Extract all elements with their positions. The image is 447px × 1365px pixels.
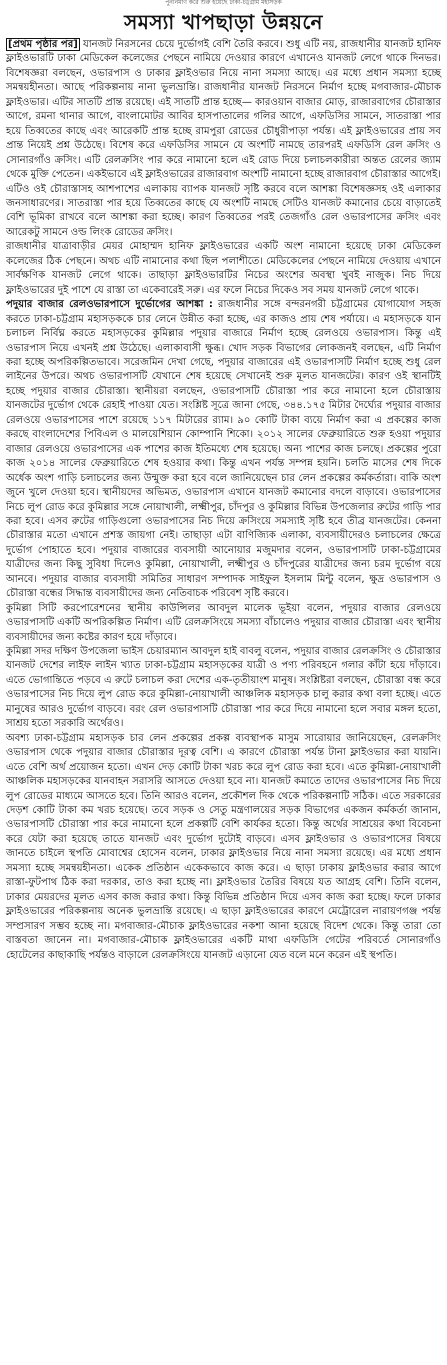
article-paragraph-4	[6, 602, 441, 645]
paragraph-text: অবশ্য ঢাকা-চট্টগ্রাম মহাসড়ক চার লেন প্রকল্পের প্রকল্প ব্যবস্থাপক মাসুম সারোয়ার জানিয়েছেন, রেলক্রসিং ওভারপাস থেকে পদুয়ার বাজার চৌরাস্তার দূরত্ব বেশি। এ কারণে চৌরাস্তা পর্যন্ত টানা ফ্লাইওভার করা যায়নি। এতে বেশি অর্থ প্রয়োজন হতো। এখন দেড় কোটি টাকা খরচ করে লুপ রোড করা হবে। এতে কুমিল্লা-নোয়াখালী আঞ্চলিক মহাসড়কের যানবাহন সরাসরি আসতে দেওয়া হবে না। যানজট কমাতে তাদের ওভারপাসের নিচ দিয়ে লুপ রোডের মাধ্যমে আসতে হবে। তিনি আরও বলেন, প্রকৌশল দিক থেকে পরিকল্পনাটি সঠিক। এতে সরকারের দেড়শ কোটি টাকা কম খরচ হয়েছে। তবে সড়ক ও সেতু মন্ত্রণালয়ের সড়ক বিভাগের একজন কর্মকর্তা জানান, ওভারপাসটি চৌরাস্তা পার করে নামানো হলে প্রকল্পটি বেশি কার্যকর হতো। কিন্তু অর্থের সাশ্রয়ের কথা বিবেচনা করে যেটা করা হয়েছে তাতে যানজট এবং দুর্ভোগ দুটোই বাড়বে। এসব ফ্লাইওভার ও ওভারপাসের বিষয়ে জানতে চাইলে স্থপতি মোবাশ্বের হোসেন বলেন, ঢাকার ফ্লাইওভার নিয়ে নানা সমস্যা রয়েছে। এর মধ্যে প্রধান সমস্যা হচ্ছে সমন্বয়হীনতা। একেক প্রতিষ্ঠান একেকভাবে কাজ করে। এ ছাড়া ঢাকায় ফ্লাইওভার করার আগে রাস্তা-ফুটপাথ ঠিক করা দরকার, তাও করা হচ্ছে না। ফ্লাইওভার তৈরির বিষয়ে যত আগ্রহ বেশি। তিনি বলেন, ঢাকার মেয়রদের মূলত এসব কাজ করার কথা। কিন্তু বিভিন্ন প্রতিষ্ঠান দিয়ে এসব কাজ করা হচ্ছে। ফলে ঢাকার ফ্লাইওভারের পরিকল্পনায় অনেক ভুলভ্রান্তি রয়েছে। এ ছাড়া ফ্লাইওভারের কারণে মেট্রোরেল নারায়ণগঞ্জ পর্যন্ত সম্প্রসারণ সম্ভব হচ্ছে না। মগবাজার-মৌচাক ফ্লাইওভারের নকশা আনা হয়েছে বিদেশ থেকে। কিন্তু তারা তো বাস্তবতা জানেন না। মগবাজার-মৌচাক ফ্লাইওভারের একটি মাথা এফডিসি গেটের পরিবর্তে সোনারগাঁও হোটেলের কাছাকাছি পর্যন্তও বাড়ালে রেলক্রসিংয়ে যানজট এড়ানো যেত বলে মনে করেন এই স্থপতি।	[6, 732, 441, 961]
article-headline: সমস্যা খাপছাড়া উন্নয়নে	[124, 10, 323, 34]
continued-from-front-page-tag: [প্রথম পৃষ্ঠার পর]	[8, 39, 78, 50]
top-cutoff-line: পুনর্নির্মাণ করে শুরু হয়েছে ঢাকা-চট্টগ্রাম মহাসড়ক	[165, 0, 282, 6]
paragraph-text: রাজধানীর সঙ্গে বন্দরনগরী চট্টগ্রামের যোগাযোগ সহজ করতে ঢাকা-চট্টগ্রাম মহাসড়ককে চার লেনে উন্নীত করা হচ্ছে, এর কাজও প্রায় শেষ পর্যায়ে। এ মহাসড়কে যান চলাচল নির্বিঘ্ন করতে মহাসড়কের কুমিল্লার পদুয়ার বাজারে নির্মাণ হচ্ছে রেলওয়ে ওভারপাস। কিন্তু এই ওভারপাস নিয়ে এখনই প্রশ্ন উঠেছে। এলাকাবাসী ক্ষুব্ধ। খোদ সড়ক বিভাগের লোকজনই বলছেন, এটি নির্মাণ করা হচ্ছে অপরিকল্পিতভাবে। সরেজমিন দেখা গেছে, পদুয়ার বাজারের এই ওভারপাসটি নির্মাণ হচ্ছে শুধু রেল লাইনের উপরে। অথচ ওভারপাসটি যেখানে শেষ হয়েছে সেখানেই শুরু মূলত যানজটের। কারণ ওই স্থানটিই হচ্ছে পদুয়ার বাজার চৌরাস্তা। স্থানীয়রা বলছেন, ওভারপাসটি চৌরাস্তা পার করে নামানো হলে চৌরাস্তায় যানজটের দুর্ভোগ থেকে রেহাই পাওয়া যেত। সংশ্লিষ্ট সূত্রে জানা গেছে, ৩৪৪.১৭৫ মিটার দৈর্ঘ্যের পদুয়ার বাজার রেলওয়ে ওভারপাসের পাশে রয়েছে ১১৭ মিটারের র‌্যাম। ৯০ কোটি টাকা ব্যয়ে নির্মাণ করা এ প্রকল্পের কাজ করছে বাংলাদেশের পিবিএল ও মালয়েশিয়ান কোম্পানি শিকো। ২০১২ সালের ফেব্রুয়ারিতে শুরু হওয়া পদুয়ার বাজার রেলওয়ে ওভারপাসের এক পাশের কাজ ইতিমধ্যে শেষ হয়েছে। অন্য পাশের কাজ চলছে। প্রকল্পের পুরো কাজ ২০১৪ সালের ফেব্রুয়ারিতে শেষ হওয়ার কথা। কিন্তু এখন পর্যন্ত সম্পন্ন হয়নি। চলতি মাসের শেষ দিকে অর্ধেক অংশ গাড়ি চলাচলের জন্য উন্মুক্ত করা হবে বলে জানিয়েছেন চার লেন প্রকল্পের কর্মকর্তারা। বাকি অংশ জুনে খুলে দেওয়া হবে। স্থানীয়দের অভিমত, ওভারপাস এখানে যানজট কমানোর বদলে বাড়াবে। ওভারপাসের নিচে লুপ রোড করে কুমিল্লার সঙ্গে নোয়াখালী, লক্ষ্মীপুর, চাঁদপুর ও কুমিল্লার বিভিন্ন উপজেলার রুটের গাড়ি পার করা হবে। এসব রুটের গাড়িগুলো ওভারপাসের নিচ দিয়ে ক্রসিংয়ে সমস্যাই সৃষ্টি হবে তীব্র যানজটের। কেননা চৌরাস্তার মতো এখানে প্রশস্ত জায়গা নেই। তাছাড়া এটা বাণিজ্যিক এলাকা, ব্যবসায়ীদেরও চলাচলের ক্ষেত্রে দুর্ভোগ পোহাতে হবে। পদুয়ার বাজারের ব্যবসায়ী আনোয়ার মজুমদার বলেন, ওভারপাসটি ঢাকা-চট্টগ্রামের যাত্রীদের জন্য কিছু সুবিধা দিলেও কুমিল্লা, নোয়াখালী, লক্ষ্মীপুর ও চাঁদপুরের যাত্রীদের জন্য চরম দুর্ভোগ বয়ে আনবে। পদুয়ার বাজার ব্যবসায়ী সমিতির সাধারণ সম্পাদক সাইফুল ইসলাম মিন্টু বলেন, ক্ষুদ্র ওভারপাস ও চৌরাস্তা বন্ধের সিদ্ধান্ত ব্যবসায়ীদের জন্য নেতিবাচক পরিবেশ সৃষ্টি করবে।	[6, 299, 441, 600]
paragraph-text: রাজধানীর যাত্রাবাড়ীর মেয়র মোহাম্মদ হানিফ ফ্লাইওভারের একটি অংশ নামানো হয়েছে ঢাকা মেডিকেল কলেজের ঠিক পেছনে। অথচ এটি নামানোর কথা ছিল পলাশীতে। মেডিকেলের পেছনে নামিয়ে দেওয়ায় এখানে সার্বক্ষণিক যানজট লেগে থাকে। তাছাড়া ফ্লাইওভারটির নিচের অংশের অবস্থা খুবই নাজুক। নিচ দিয়ে ফ্লাইওভারের দুই পাশে যে রাস্তা তা একেবারেই সরু। এর ফলে নিচের দিকেও সব সময় যানজট লেগে থাকে।	[6, 241, 441, 296]
paragraph-text: কুমিল্লা সদর দক্ষিণ উপজেলা ভাইস চেয়ারম্যান আবদুল হাই বাবলু বলেন, পদুয়ার বাজার রেলক্রসিং ও চৌরাস্তার যানজট দেশের লাইফ লাইন খ্যাত ঢাকা-চট্টগ্রাম মহাসড়কের যাত্রী ও পণ্য পরিবহনে গলার কাঁটা হয়ে দাঁড়াবে। এতে ভোগান্তিতে পড়বে এ রুটে চলাচল করা দেশের এক-তৃতীয়াংশ মানুষ। সংশ্লিষ্টরা বলছেন, চৌরাস্তা বন্ধ করে ওভারপাসের নিচ দিয়ে লুপ রোড করে কুমিল্লা-নোয়াখালী আঞ্চলিক মহাসড়ক চালু করার কথা বলা হচ্ছে। এতে মানুষের আরও দুর্ভোগ বাড়বে। বরং রেল ওভারপাসটি চৌরাস্তা পার করে দিয়ে নামানো হলে সবার মঙ্গল হতো, সাশ্রয় হতো সরকারি অর্থেরও।	[6, 646, 441, 730]
paragraph-text: কুমিল্লা সিটি করপোরেশনের স্থানীয় কাউন্সিলর আবদুল মালেক ভূইয়া বলেন, পদুয়ার বাজার রেলওয়ে ওভারপাসটি একটি অপরিকল্পিত নির্মাণ। এটি রেলক্রসিংয়ে সমস্যা বাঁচালেও পদুয়ার বাজার চৌরাস্তা এবং স্থানীয় ব্যবসায়ীদের জন্য কষ্টের কারণ হয়ে দাঁড়াবে।	[6, 602, 441, 643]
article-body	[6, 38, 441, 963]
article-paragraph-5	[6, 645, 441, 732]
article-paragraph-3	[6, 298, 441, 602]
article-paragraph-2	[6, 240, 441, 298]
section-subheading: পদুয়ার বাজার রেলওভারপাসে দুর্ভোগের আশঙ্কা :	[6, 299, 213, 311]
article-paragraph-1	[6, 38, 441, 240]
paragraph-text: যানজট নিরসনের চেয়ে দুর্ভোগই বেশি তৈরি করবে। শুধু এটি নয়, রাজধানীর যানজট হানিফ ফ্লাইওভারটি ঢাকা মেডিকেল কলেজের পেছনে নামিয়ে দেওয়ার কারণে এখানেও যানজট লেগে থাকে দিনভর। বিশেষজ্ঞরা বলছেন, ওভারপাস ও ঢাকার ফ্লাইওভার নিয়ে নানা সমস্যা আছে। এর মধ্যে প্রধান সমস্যা হচ্ছে সমন্বয়হীনতা। আছে পরিকল্পনায় নানা ভুলভ্রান্তি। রাজধানীর যানজট নিরসনে নির্মাণ হচ্ছে মগবাজার-মৌচাক ফ্লাইওভার। এটির সাতটি প্রান্ত রয়েছে। এই সাতটি প্রান্ত হচ্ছে— কারওয়ান বাজার মোড়, রাজারবাগের চৌরাস্তার আগে, রমনা থানার আগে, বাংলামোটর আবির হাসপাতালের গলির আগে, এফডিসির সামনে, সাতরাস্তা পার হয়ে তিব্বতের কাছে এবং আরেকটি প্রান্ত হচ্ছে রামপুরা রোডের চৌধুরীপাড়া পর্যন্ত। এই ফ্লাইওভারের প্রায় সব প্রান্ত নিয়েই প্রশ্ন উঠেছে। বিশেষ করে এফডিসির সামনে যে অংশটি নামছে তারপরই এফডিসি রেল ক্রসিং ও সোনারগাঁও ক্রসিং। এটি রেলক্রসিং পার করে নামানো হলে এই রোড দিয়ে চলাচলকারীরা অন্তত রেলের জ্যাম থেকে মুক্তি পেতেন। একইভাবে এই ফ্লাইওভারের রাজারবাগ অংশটি নামানো হচ্ছে রাজারবাগ চৌরাস্তার আগেই। এটিও ওই চৌরাস্তাসহ আশপাশের এলাকায় ব্যাপক যানজট সৃষ্টি করবে বলে আশঙ্কা বিশেষজ্ঞসহ ওই এলাকার জনসাধারণের। সাতরাস্তা পার হয়ে তিব্বতের কাছে যে অংশটি নামছে সেটিও যানজট কমানোর চেয়ে বাড়াতেই বেশি ভূমিকা রাখবে বলে আশঙ্কা করা হচ্ছে। কারণ তিব্বতের পরই তেজগাঁও রেল ওভারপাসের ক্রসিং এবং আরেকটু সামনে ওল্ড লিংক রোডের ক্রসিং।	[6, 39, 441, 238]
article-paragraph-6	[6, 732, 441, 963]
